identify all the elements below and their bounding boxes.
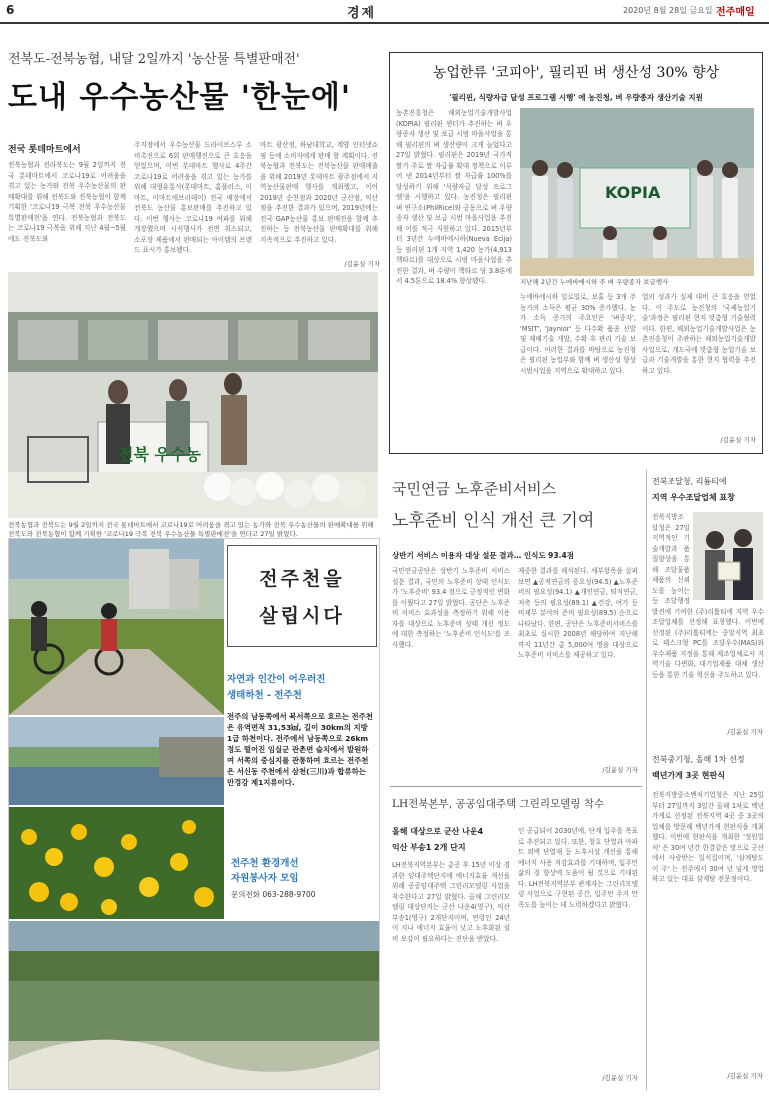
cyclists-photo <box>9 539 224 715</box>
ad-body: 전주의 남동쪽에서 북서쪽으로 흐르는 전주천은 유역면적 31,53㎢, 길이 30km의 지방 1급 하천이다. 전주에서 남동쪽으로 26km 정도 떨어진 임실군 관촌면 슬치에서 발원하여 서쪽의 중심지를 관통하여 흐르는 전주천은 서신동 주천에서 삼천(三川)과 합류하는 만경강 제1지류이다. <box>227 712 373 787</box>
procure-body <box>652 512 764 726</box>
kopia-body-col2: 누에바에시하 일로일로, 보홀 등 3개 주 농가의 소득은 평균 30% 증가했다. 농가 소득 증가의 주요인은 '벼종자', 'MSIT', 'Jaynior' 등 다수확 품종 선발 및 재배기술 개발, 수확 후 관리 기술 보급이다. 이러한 결과를 바탕으로 농진청은 필리핀 농업부와 함께 벼 생산성 향상 시범사업을 지역으로 확대하고 있다. <box>520 293 636 375</box>
issue-date: 2020년 8월 28일 금요일 <box>623 6 713 15</box>
pension-subhead: 상반기 서비스 이용자 대상 설문 결과… 인식도 93.4점 <box>392 551 574 560</box>
newspaper-name: 전주매일 <box>716 7 755 18</box>
lead-byline: /김윤실 기자 <box>344 260 380 268</box>
ad-org-1: 전주천 환경개선 <box>231 858 299 869</box>
procure-body-text: 전북지방조달청은 27일 지역적인 기술개발과 품질향상을 통해 조달물품 제품의 신뢰도를 높이는 등 조달행정 발전에 기여한 (주)리튬티에 지역 우수조달업체를 선정해 표창했다. 이번에 선정된 (주)리튬티에는 중앙지역 최초로 태스크형 PC를 조달우수(MAS)와 우수제품 지정을 통해 제조업체로서 지역기술 다변화, 대기업제품 대체 생산 등을 통한 기술 혁신을 주도하고 있다. <box>652 513 764 679</box>
ad-slogan-2: 생태하천 - 전주천 <box>227 690 302 701</box>
river-photo <box>9 717 224 805</box>
lh-body-col2: 인 공급되어 2030년에, 단계 입주를 목표로 추진되고 있다. 또한, 창호 단열과 아파트 외벽 단열재 등 노후시설 개선을 통해 에너지 사용 저감효과를 기대하며, 입주민 삶의 질 향상에 도움이 될 것으로 기대된다. LH전북지역본부 관계자는 그린리모델링 사업으로 구현된 공간, 입주민 주거 만족도를 높이는 데 노력하겠다고 밝혔다. <box>518 827 638 909</box>
lh-rule <box>390 786 642 787</box>
kopia-body-col3: 업의 성과가 실제 대비 큰 호응을 얻었다. 이 주도로 농진청의 '국제농업기술'과정은 필리핀 현지 맞춤형 기술협력이다. 한편, 해외농업기술개발사업은 농촌진흥청이 주관하는 해외농업기술개발사업으로, 개도국에 맞춤형 농업기술 보급과 기술개발을 통한 현지 협력을 추진하고 있다. <box>642 293 756 375</box>
kopia-photo-sign: KOPIA <box>605 183 661 202</box>
lead-subhead: 전국 롯데마트에서 <box>8 145 81 155</box>
lh-body-col1: LH전북지역본부는 총공 후 15년 이상 경과한 임대주택단지에 에너지효율 개선을 위해 공공임대주택 그린리모델링 사업을 착수한다고 27일 밝혔다. 올해 그린리모델링 대상단지는 군산 나운4(영구), 익산 부송1(영구) 2개단지이며, 연령인 24년이 지나 에너지 효율이 낮고 노후화된 설비 보강이 필요하다는 진단을 받았다. <box>392 861 510 943</box>
kopia-body-col1: 농촌진흥청은 해외농업기술개발사업(KOPIA) 필리핀 센터가 추진하는 벼 우량종자 생산 및 보급 시범 마을사업을 통해 필리핀의 벼 생산량이 크게 늘었다고 27일 밝혔다. 필리핀은 2019년 국가적 쌀가 주로 쌀 자급률 확대 정책으로 이루어 낸 2014년부터 쌀 자급률 100%를 달성하기 위해 '식량자급 달성 프로그램'을 시행하고 있다. 농진청은 필리핀 벼 연구소(PhilRice)와 공동으로 벼 우량종자 생산 및 보급 시범 마을사업을 추진해 이를 적극 지원하고 있다. 2015년부터 3년간 누에바에시하(Nueva Ecija) 등 필리핀 1개 지역 1,420 농가(4,913헥타르)를 대상으로 시범 마을사업을 추진한 결과, 벼 수량이 헥타르 당 3.8톤에서 4.5톤으로 18.4% 향상됐다. <box>396 109 512 285</box>
pension-byline: /김윤실 기자 <box>602 766 638 774</box>
shop-byline: /김윤실 기자 <box>727 1072 763 1080</box>
lead-body-col3: 마트 광산점, 하남대학교, 계양 인터넷쇼핑 등에 소비자에게 판매 할 계획이다. 전북농협과 전북도는 전북농산물 판매매출을 위해 2019년 롯데마트 광주점에서 지역농산물판매 행사를 개최했고, 이어 2019년 순천점과 2020년 군산점, 익산점을 추진한 결과가 있으며, 2019년에는 전국 GAP농산물 홍보 판매전을 함께 추진하는 등 전북농산물 판매확대를 위해 지속적으로 추진하고 있다. <box>260 141 378 244</box>
lead-kicker: 전북도-전북농협, 내달 2일까지 '농산물 특별판매전' <box>8 52 300 67</box>
kopia-photo-caption: 지난해 2년간 누에바에시하 주 벼 우량종자 보급행사 <box>520 278 669 286</box>
reeds-photo <box>9 921 379 1089</box>
lead-photo <box>8 272 378 518</box>
procure-headline: 지역 우수조달업체 표창 <box>652 493 735 502</box>
shop-headline: 백년가게 3곳 현판식 <box>652 771 725 780</box>
ad-org-2: 자원봉사자 모임 <box>231 873 299 884</box>
procure-kicker: 전북조달청, 리튬티에 <box>652 477 727 486</box>
column-divider <box>646 470 647 1090</box>
ad-slogan-1: 자연과 인간이 어우러진 <box>227 674 326 685</box>
kopia-subhead: '필리핀, 식량자급 달성 프로그램 시행' 에 농진청, 벼 우량종자 생산기술 지원 <box>449 93 703 102</box>
page-number: 6 <box>6 3 15 17</box>
pension-body-col1: 국민연금공단은 상반기 노후준비 서비스 설문 결과, 국민의 노후준비 상태 인식도가 '노후준비' 93.4 점으로 긍정적인 변화를 이뤘다고 27일 밝혔다. 공단은 노후준비 서비스 효과성을 측정하기 위해 이용자를 대상으로 노후준비 상태 개선 정도에 대한 측정하는 '노후준비 인식도'를 조사했다. <box>392 567 510 649</box>
kopia-byline: /김윤실 기자 <box>720 436 756 444</box>
pension-kicker: 국민연금 노후준비서비스 <box>392 480 557 498</box>
page-header <box>0 0 769 24</box>
lead-photo-caption: 전북농협과 전북도는 9월 2일까지 전국 롯데마트에서 코로나19로 어려움을 겪고 있는 농가와 전북 우수농산물의 판매확대를 위해 전북도와 전북농협이 함께 기획한 '코로나19 극복 전북 우수농산물 특별판매전'을 연다고 27일 밝혔다. <box>8 521 374 538</box>
shop-body: 전북지방중소벤처기업청은 지난 25일부터 27일까지 3일간 올해 1차로 백년가게로 선정된 전북지역 4곳 중 3곳의 업체를 방문해 백년가게 현판식을 개최했다. 이번에 현판식을 개최한 '정원일식' 은 30여 년간 한결같은 맛으로 군산에서 사랑받는 일식집이며, '삼계탕도 이 주' 는 전주에서 30여 년 넘게 영업하고 있는 대표 삼계탕 전문점이다. <box>652 791 764 883</box>
ad-title-box <box>227 545 377 647</box>
procure-byline: /김윤실 기자 <box>727 728 763 736</box>
lead-body-col1: 전북농협과 전라북도는 9월 2일까지 전국 롯데마트에서 코로나19로 어려움을 겪고 있는 농가와 전북 우수농산물의 판매확대를 위해 전북도와 전북농협이 함께 기획한 '코로나19 극복 전북 우수농산물 특별판매전'을 연다. 전북농협과 전북도는 코로나19 극복을 위해 지난 4월~5월에도 전북도와 <box>8 161 126 243</box>
ad-contact: 문의전화 063-288-9700 <box>231 890 316 899</box>
section-title: 경제 <box>347 6 377 21</box>
ad-title-line2: 살립시다 <box>259 605 345 627</box>
jeonju-stream-ad <box>8 538 380 1090</box>
pension-headline: 노후준비 인식 개선 큰 기여 <box>392 511 595 531</box>
flowers-photo <box>9 807 224 919</box>
shop-kicker: 전북중기청, 올해 1차 선정 <box>652 755 745 764</box>
pension-body-col2: 재중한 결과를 해석된다. 세부항목을 살펴보면 ▲공적연금의 중요성(94.5) ▲노후준비의 필요성(94.1) ▲개인연금, 퇴직연금, 저축 등의 필요성(89.1) ▲건강, 여가 등 비재무 분야의 준비 필요성(89.5) 순으로 나타났다. 한편, 공단은 노후준비서비스를 최초로 실시한 2008년 해당하여 지난해까지 11년간 총 5,000여 명을 대상으로 노후준비 서비스를 제공하고 있다. <box>518 567 638 659</box>
ad-title-line1: 전주천을 <box>259 568 345 590</box>
lead-body-col2: 주지점에서 우수농산물 드라이브스루 소비촉진으로 6회 판매행진으로 큰 호응을 얻었으며, 이번 롯데마트 행사로 4주간 코로나19로 어려움을 겪고 있는 농가를 위해 대형유통사(롯데마트, 홈플러스, 이마트, 이마트에브리데이) 전국 매장에서 전북도 농산물 홍보판매를 추진하고 있다. 이번 행사는 코로나19 여파를 위해 개장했으며 시식행사가 전면 취소되고, 소포장 제품에서 판매되는 아이템의 브랜드 표시가 홍보됐다. <box>134 141 252 254</box>
kopia-headline: 농업한류 '코피아', 필리핀 벼 생산성 30% 향상 <box>432 65 720 81</box>
market-illustration <box>8 272 378 518</box>
lh-subhead-2: 익산 부송1 2개 단지 <box>392 843 466 852</box>
lead-photo-sign: 전북 우수농 <box>118 445 201 464</box>
lead-headline: 도내 우수농산물 '한눈에' <box>8 80 352 115</box>
lh-headline: LH전북본부, 공공임대주택 그린리모델링 착수 <box>392 798 605 810</box>
lh-byline: /김윤실 기자 <box>602 1074 638 1082</box>
lh-subhead-1: 올해 대상으로 군산 나운4 <box>392 827 484 836</box>
kopia-photo <box>520 108 754 276</box>
